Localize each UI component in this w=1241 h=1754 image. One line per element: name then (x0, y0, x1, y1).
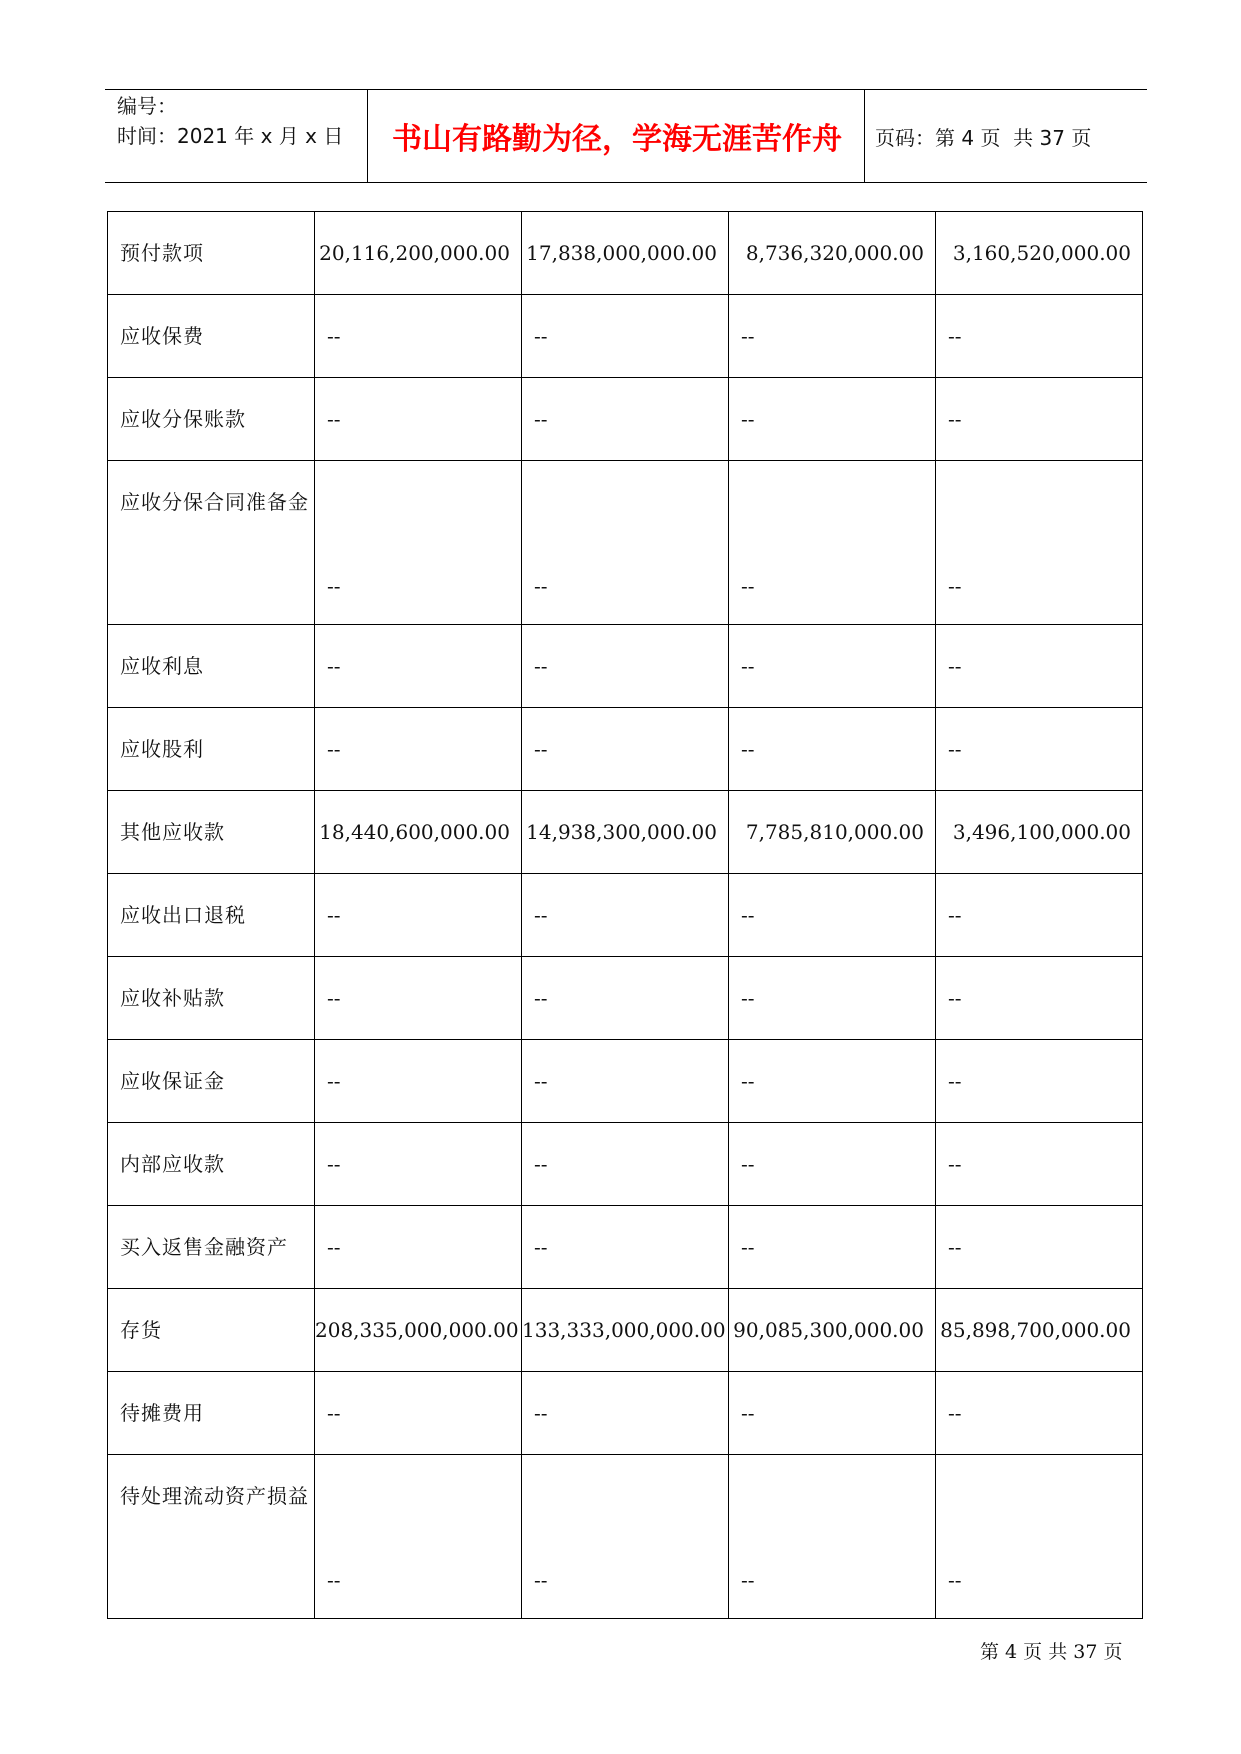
value-cell: -- (315, 874, 522, 957)
table-row (108, 1040, 1143, 1123)
table-row (108, 1455, 1143, 1619)
value-cell: -- (315, 1206, 522, 1289)
value-cell: -- (522, 378, 729, 461)
value-cell: -- (315, 1123, 522, 1206)
value-cell: -- (315, 1372, 522, 1455)
row-label: 应收分保账款 (108, 378, 315, 461)
table-row (108, 791, 1143, 874)
value-cell: -- (522, 295, 729, 378)
doc-number-label: 编号： (117, 94, 177, 118)
value-cell: -- (315, 1040, 522, 1123)
value-cell: 17,838,000,000.00 (522, 212, 729, 295)
row-label: 存货 (108, 1289, 315, 1372)
row-label: 内部应收款 (108, 1123, 315, 1206)
value-cell: -- (522, 1123, 729, 1206)
value-cell: -- (729, 1123, 936, 1206)
value-cell: -- (522, 1040, 729, 1123)
header-page-label: 页码：第 4 页 共 37 页 (875, 125, 1092, 150)
value-cell: -- (315, 708, 522, 791)
value-cell: -- (936, 295, 1143, 378)
value-cell: -- (315, 295, 522, 378)
row-label: 应收保证金 (108, 1040, 315, 1123)
value-cell: -- (315, 625, 522, 708)
value-cell: -- (315, 461, 522, 625)
header-divider (864, 89, 865, 183)
value-cell: 8,736,320,000.00 (729, 212, 936, 295)
value-cell: 18,440,600,000.00 (315, 791, 522, 874)
value-cell: -- (729, 1455, 936, 1619)
row-label: 应收利息 (108, 625, 315, 708)
row-label: 买入返售金融资产 (108, 1206, 315, 1289)
value-cell: -- (315, 957, 522, 1040)
value-cell: 3,160,520,000.00 (936, 212, 1143, 295)
value-cell: -- (315, 378, 522, 461)
value-cell: -- (522, 708, 729, 791)
table-row (108, 1206, 1143, 1289)
value-cell: -- (522, 625, 729, 708)
row-label: 待摊费用 (108, 1372, 315, 1455)
value-cell: 208,335,000,000.00 (315, 1289, 522, 1372)
value-cell: -- (936, 625, 1143, 708)
table-row (108, 378, 1143, 461)
value-cell: -- (522, 461, 729, 625)
page-header (105, 89, 1147, 183)
row-label: 预付款项 (108, 212, 315, 295)
row-label: 其他应收款 (108, 791, 315, 874)
value-cell: -- (729, 708, 936, 791)
table-row (108, 212, 1143, 295)
value-cell: -- (936, 874, 1143, 957)
table-row (108, 625, 1143, 708)
value-cell: -- (936, 1455, 1143, 1619)
header-meta (117, 91, 343, 151)
value-cell: -- (936, 378, 1143, 461)
value-cell: 7,785,810,000.00 (729, 791, 936, 874)
value-cell: -- (522, 1455, 729, 1619)
row-label: 应收保费 (108, 295, 315, 378)
value-cell: -- (729, 874, 936, 957)
page-footer: 第 4 页 共 37 页 (980, 1641, 1123, 1663)
value-cell: -- (729, 1372, 936, 1455)
value-cell: -- (729, 378, 936, 461)
value-cell: -- (936, 708, 1143, 791)
value-cell: -- (729, 625, 936, 708)
value-cell: 133,333,000,000.00 (522, 1289, 729, 1372)
doc-time-label: 时间：2021 年 x 月 x 日 (117, 124, 344, 148)
value-cell: 14,938,300,000.00 (522, 791, 729, 874)
value-cell: -- (729, 1040, 936, 1123)
row-label: 应收分保合同准备金 (108, 461, 315, 625)
value-cell: -- (936, 1372, 1143, 1455)
table-row (108, 1372, 1143, 1455)
header-divider (367, 89, 368, 183)
value-cell: -- (729, 1206, 936, 1289)
value-cell: 20,116,200,000.00 (315, 212, 522, 295)
row-label: 应收股利 (108, 708, 315, 791)
row-label: 应收补贴款 (108, 957, 315, 1040)
value-cell: -- (936, 957, 1143, 1040)
header-motto: 书山有路勤为径，学海无涯苦作舟 (392, 122, 842, 157)
table-row (108, 874, 1143, 957)
header-page-info (875, 89, 1091, 183)
table-row (108, 461, 1143, 625)
value-cell: -- (522, 1206, 729, 1289)
table-row (108, 1123, 1143, 1206)
value-cell: 85,898,700,000.00 (936, 1289, 1143, 1372)
value-cell: -- (522, 1372, 729, 1455)
value-cell: -- (729, 295, 936, 378)
row-label: 应收出口退税 (108, 874, 315, 957)
table-row (108, 295, 1143, 378)
balance-sheet-table (107, 211, 1143, 1619)
table-row (108, 957, 1143, 1040)
value-cell: 90,085,300,000.00 (729, 1289, 936, 1372)
value-cell: 3,496,100,000.00 (936, 791, 1143, 874)
table-row (108, 1289, 1143, 1372)
value-cell: -- (936, 1206, 1143, 1289)
value-cell: -- (936, 1040, 1143, 1123)
row-label: 待处理流动资产损益 (108, 1455, 315, 1619)
value-cell: -- (729, 461, 936, 625)
value-cell: -- (522, 957, 729, 1040)
value-cell: -- (936, 1123, 1143, 1206)
table-row (108, 708, 1143, 791)
value-cell: -- (522, 874, 729, 957)
value-cell: -- (936, 461, 1143, 625)
value-cell: -- (729, 957, 936, 1040)
value-cell: -- (315, 1455, 522, 1619)
